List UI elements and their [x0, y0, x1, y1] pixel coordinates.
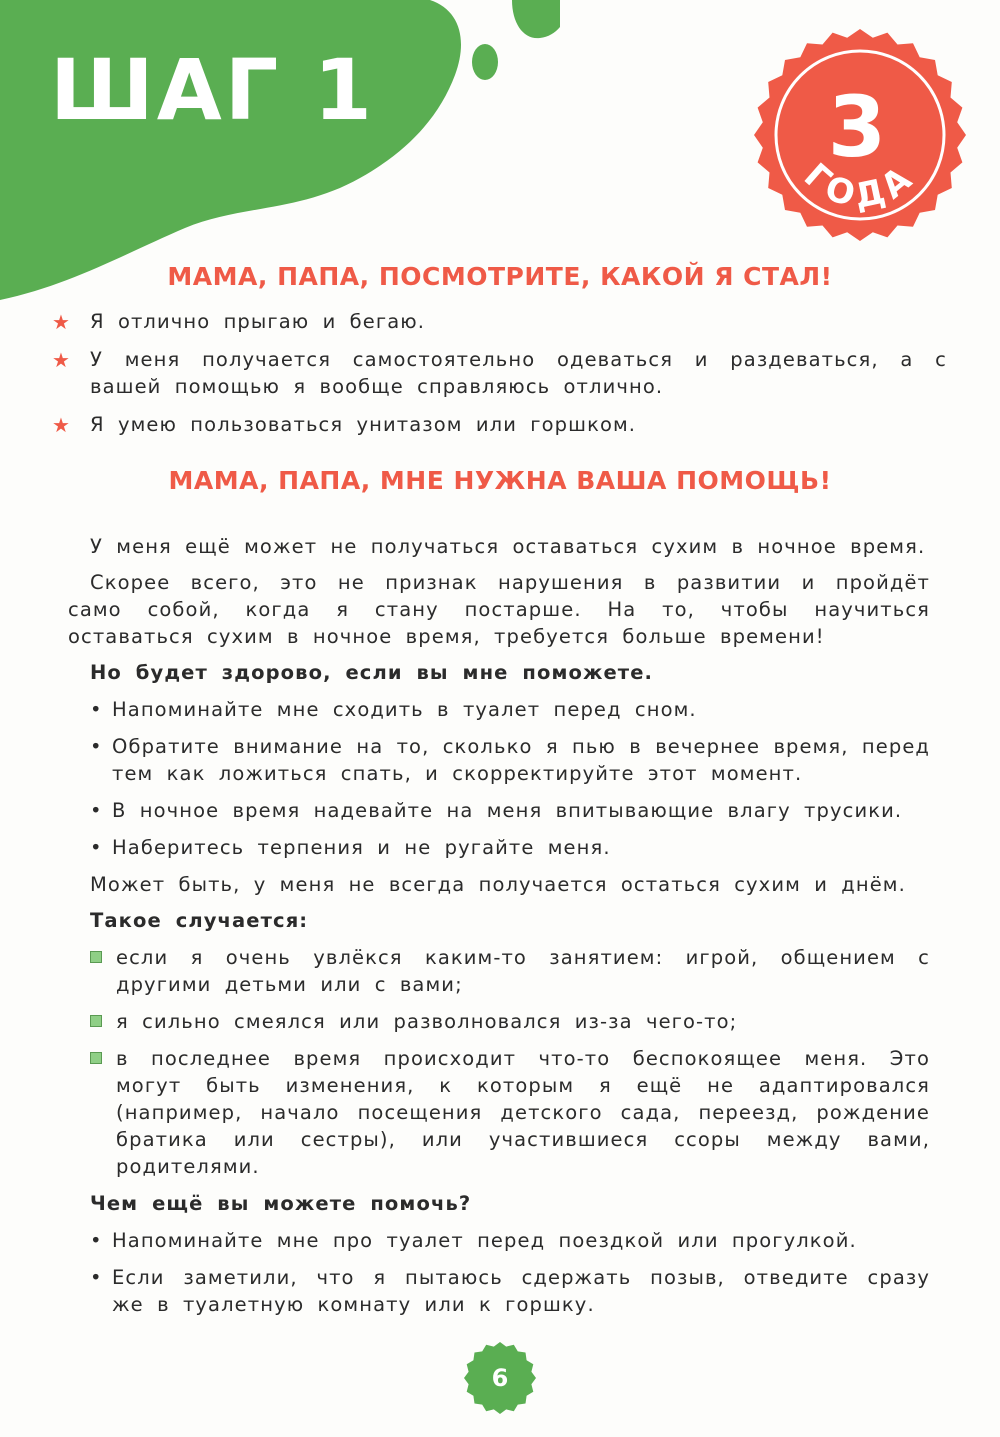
- help-body: [68, 533, 930, 1328]
- list-item: • Если заметили, что я пытаюсь сдержать позыв, отведите сразу же в туалетную комнату или к горшку.: [90, 1266, 930, 1316]
- list-item: если я очень увлёкся каким-то занятием: игрой, общением с другими детьми или с вами;: [88, 944, 930, 998]
- bullet-icon: •: [90, 799, 103, 822]
- list-item: • Обратите внимание на то, сколько я пью в вечернее время, перед тем как ложиться спать, и скорректируйте этот момент.: [90, 735, 930, 785]
- badge-unit: ГОДА: [796, 155, 924, 218]
- happens-subheading: Такое случается:: [90, 909, 309, 932]
- bullet-icon: •: [90, 1266, 103, 1289]
- list-item: я сильно смеялся или разволновался из-за чего-то;: [88, 1008, 930, 1035]
- list-item: ★ Я отлично прыгаю и бегаю.: [52, 310, 426, 334]
- bullet-icon: •: [90, 1229, 103, 1252]
- list-item: • Наберитесь терпения и не ругайте меня.: [90, 836, 611, 859]
- bullet-icon: •: [90, 836, 103, 859]
- more-help-list: [88, 1227, 930, 1318]
- section2-heading: МАМА, ПАПА, МНЕ НУЖНА ВАША ПОМОЩЬ!: [168, 466, 832, 495]
- more-help-subheading: Чем ещё вы можете помочь?: [90, 1192, 472, 1215]
- list-item: • Напоминайте мне про туалет перед поездкой или прогулкой.: [90, 1229, 857, 1252]
- green-square-icon: [90, 951, 102, 963]
- step-title: ШАГ 1: [50, 41, 375, 139]
- list-item: • Напоминайте мне сходить в туалет перед сном.: [90, 698, 697, 721]
- list-item: ★ У меня получается самостоятельно одеваться и раздеваться, а с вашей помощью я вообще справляюсь отлично.: [52, 348, 947, 398]
- star-icon: ★: [52, 348, 72, 372]
- star-icon: ★: [52, 310, 72, 334]
- age-badge: [745, 28, 975, 243]
- paragraph: У меня ещё может не получаться оставаться сухим в ночное время.: [90, 535, 926, 558]
- list-item: ★ Я умею пользоваться унитазом или горшком.: [52, 413, 637, 437]
- list-item: в последнее время происходит что-то беспокоящее меня. Это могут быть изменения, к которым я ещё не адаптировался (например, начало посещения детского сада, переезд, рождение братика или сестры), или участившиеся ссоры между вами, родителями.: [88, 1045, 930, 1180]
- paragraph: Может быть, у меня не всегда получается остаться сухим и днём.: [90, 873, 906, 896]
- section1-heading: МАМА, ПАПА, ПОСМОТРИТЕ, КАКОЙ Я СТАЛ!: [167, 262, 833, 291]
- bullet-icon: •: [90, 698, 103, 721]
- achievements-list: [52, 308, 947, 449]
- list-item: • В ночное время надевайте на меня впитывающие влагу трусики.: [90, 799, 903, 822]
- page-number: 6: [491, 1364, 509, 1392]
- happens-list: [88, 944, 930, 1180]
- page-number-badge: [463, 1341, 537, 1415]
- star-icon: ★: [52, 413, 72, 437]
- help-list: [88, 696, 930, 861]
- bullet-icon: •: [90, 735, 103, 758]
- help-subheading: Но будет здорово, если вы мне поможете.: [90, 661, 654, 684]
- paragraph: Скорее всего, это не признак нарушения в развитии и пройдёт само собой, когда я стану постарше. На то, чтобы научиться оставаться сухим в ночное время, требуется больше времени!: [68, 571, 930, 648]
- badge-number: 3: [827, 78, 887, 176]
- green-square-icon: [90, 1052, 102, 1064]
- green-square-icon: [90, 1015, 102, 1027]
